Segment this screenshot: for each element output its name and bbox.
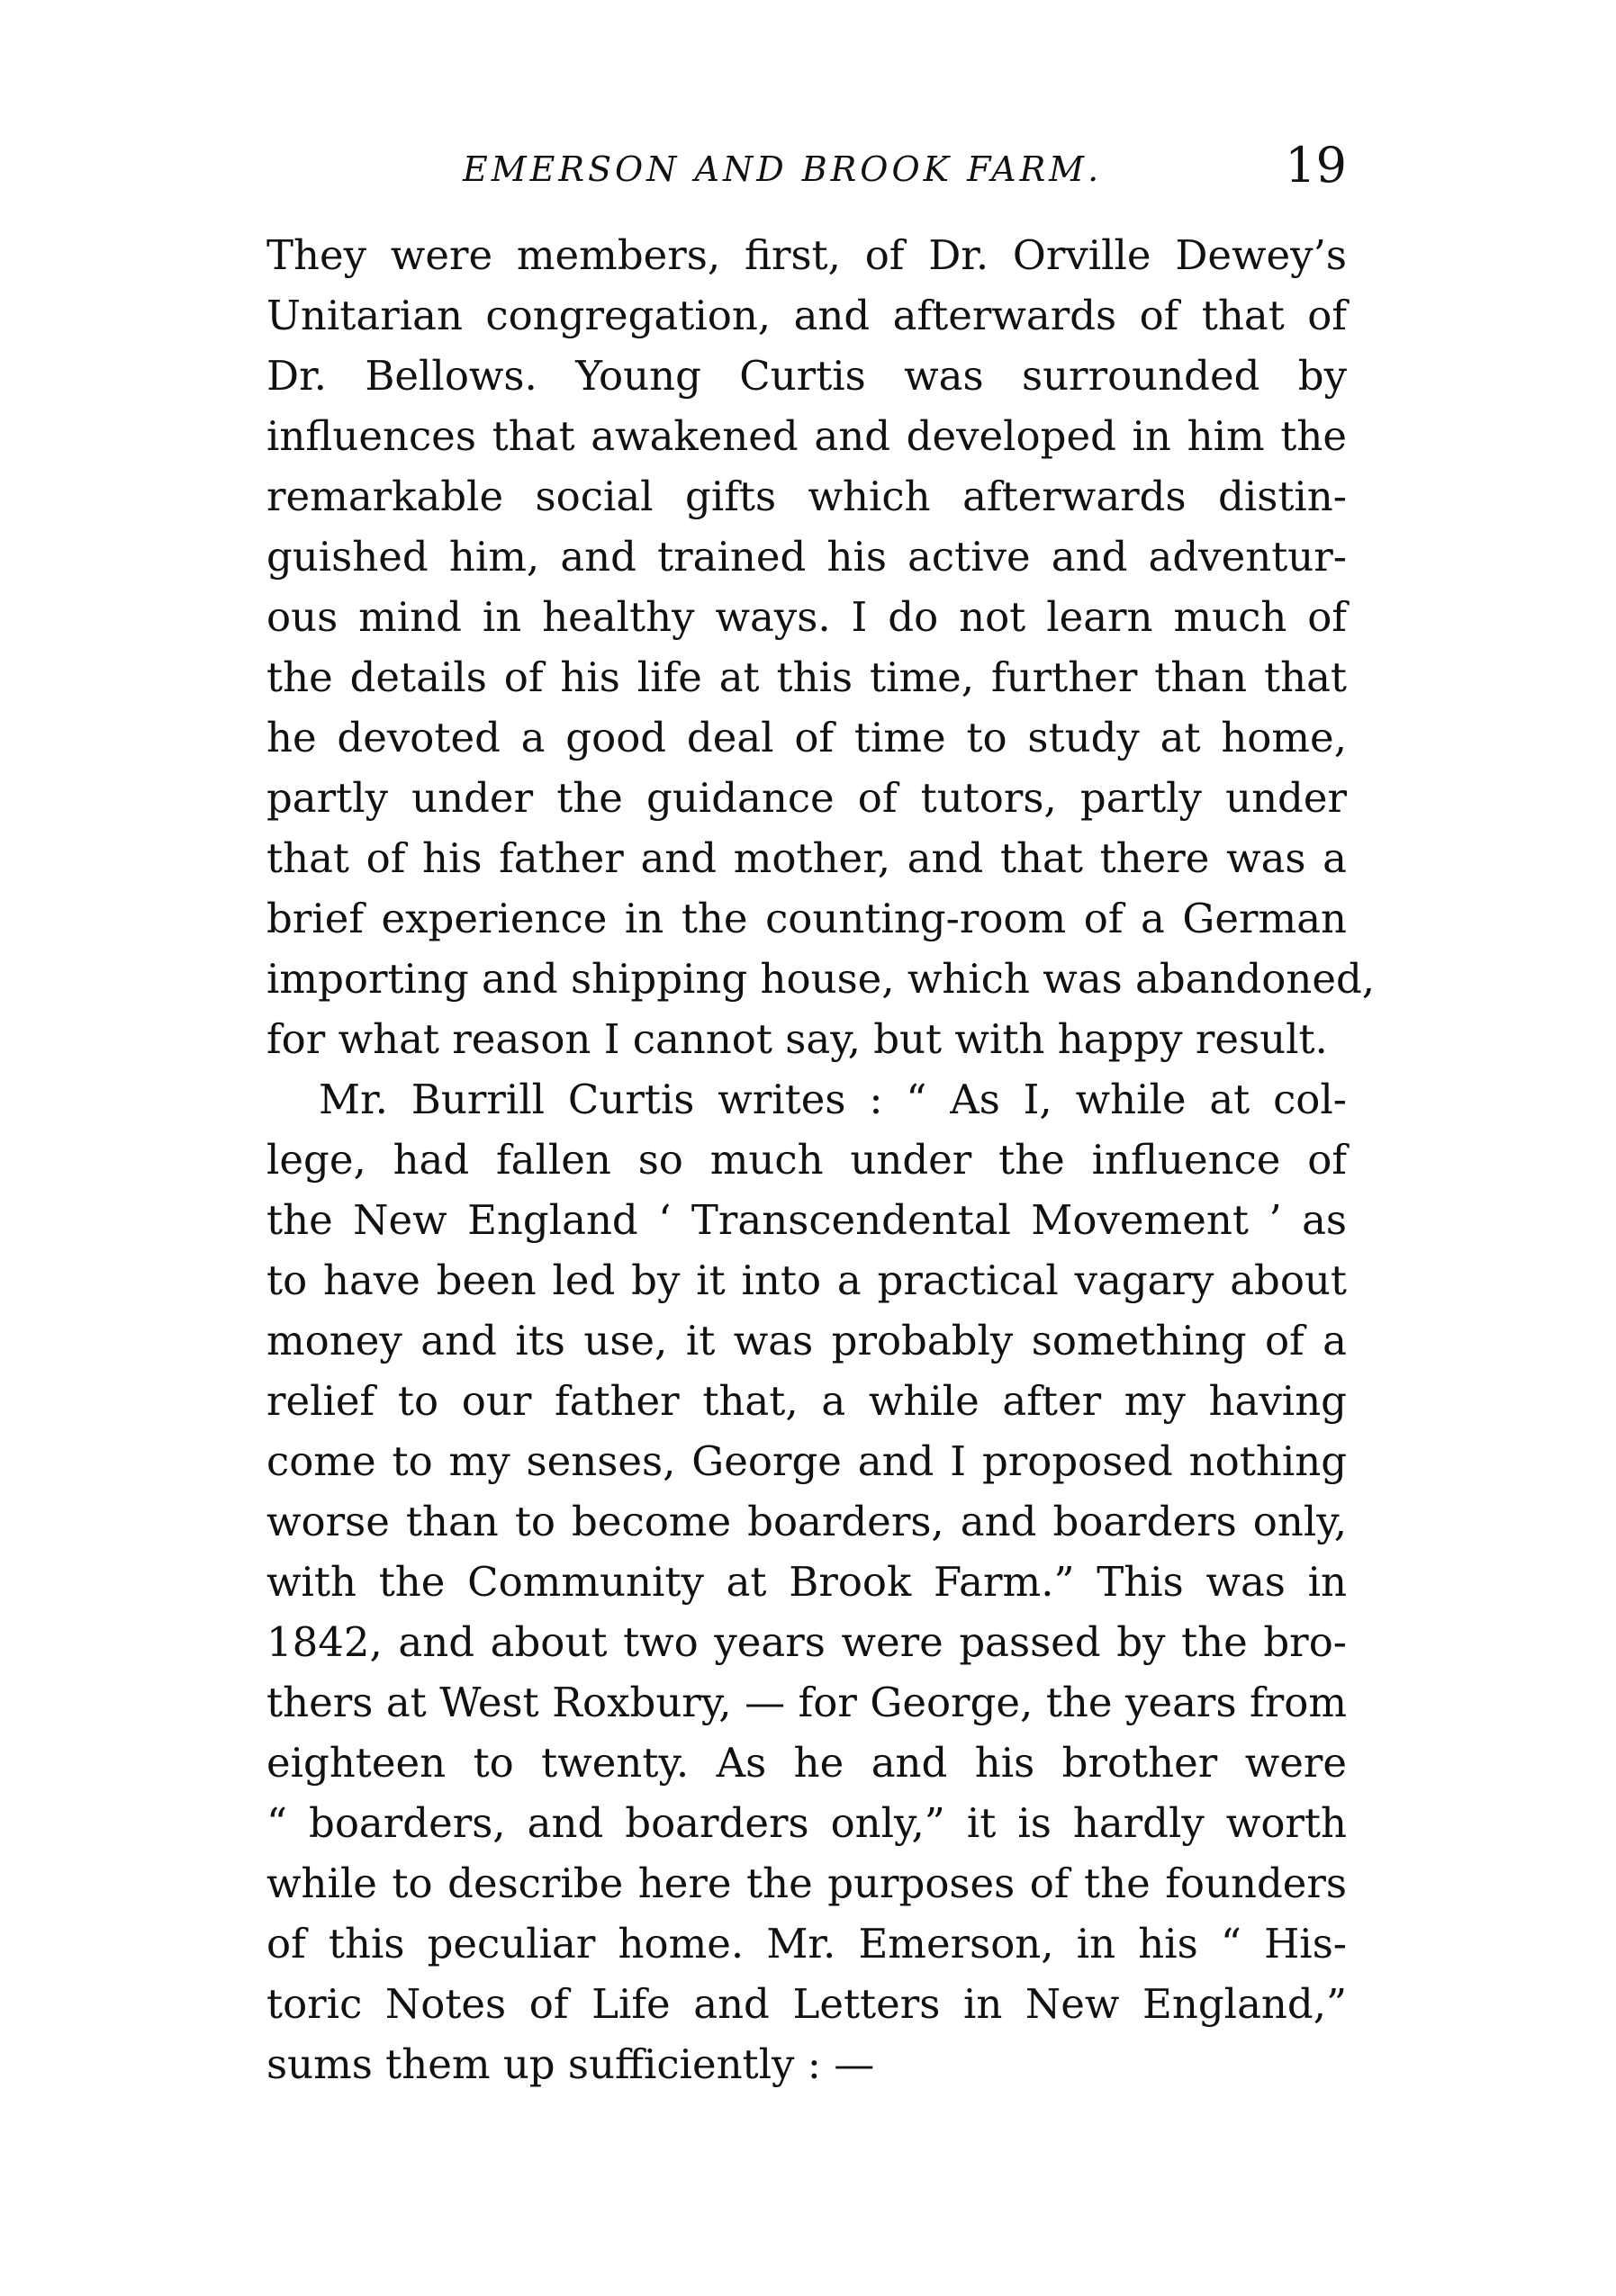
running-head: [266, 137, 1347, 202]
text-line: thers at West Roxbury, — for George, the years from: [266, 1679, 1347, 1726]
text-line: Unitarian congregation, and afterwards of that of: [266, 292, 1347, 339]
text-line: toric Notes of Life and Letters in New England,”: [266, 1980, 1347, 2028]
running-title: EMERSON AND BROOK FARM.: [463, 149, 1103, 189]
text-line: while to describe here the purposes of the founders: [266, 1859, 1347, 1907]
text-line: influences that awakened and developed in him the: [266, 412, 1347, 460]
text-line: brief experience in the counting-room of a German: [266, 895, 1347, 942]
text-line: to have been led by it into a practical vagary about: [266, 1256, 1347, 1304]
text-line: with the Community at Brook Farm.” This was in: [266, 1558, 1347, 1606]
text-line: he devoted a good deal of time to study at home,: [266, 714, 1347, 761]
page-number: 19: [1285, 137, 1347, 194]
text-line: the details of his life at this time, further than that: [266, 653, 1347, 701]
paragraph-1: [266, 225, 1376, 1069]
text-line: sums them up sufficiently : —: [266, 2040, 875, 2088]
text-line: money and its use, it was probably something of a: [266, 1317, 1347, 1364]
text-line: “ boarders, and boarders only,” it is hardly worth: [266, 1799, 1347, 1847]
text-line: partly under the guidance of tutors, partly under: [266, 774, 1347, 822]
text-line: lege, had fallen so much under the influence of: [266, 1136, 1347, 1184]
text-line: for what reason I cannot say, but with happy result.: [266, 1015, 1328, 1063]
text-line: guished him, and trained his active and adventur-: [266, 533, 1347, 581]
text-line: Dr. Bellows. Young Curtis was surrounded by: [266, 352, 1347, 400]
text-line: come to my senses, George and I proposed nothing: [266, 1437, 1347, 1485]
text-line: 1842, and about two years were passed by the bro-: [266, 1618, 1347, 1666]
text-line: remarkable social gifts which afterwards distin-: [266, 473, 1347, 520]
text-line: ous mind in healthy ways. I do not learn much of: [266, 593, 1347, 641]
paragraph-2: [266, 1069, 1347, 2094]
text-line: They were members, first, of Dr. Orville Dewey’s: [266, 231, 1347, 279]
text-line: Mr. Burrill Curtis writes : “ As I, while at col-: [319, 1076, 1347, 1123]
text-line: that of his father and mother, and that there was a: [266, 834, 1347, 882]
text-line: eighteen to twenty. As he and his brother were: [266, 1739, 1347, 1787]
text-line: worse than to become boarders, and boarders only,: [266, 1498, 1347, 1545]
text-line: of this peculiar home. Mr. Emerson, in his “ His-: [266, 1920, 1347, 1967]
body-text: [266, 225, 1376, 2094]
text-line: importing and shipping house, which was abandoned,: [266, 955, 1376, 1003]
text-line: the New England ‘ Transcendental Movement ’ as: [266, 1196, 1347, 1244]
text-line: relief to our father that, a while after my having: [266, 1377, 1347, 1425]
